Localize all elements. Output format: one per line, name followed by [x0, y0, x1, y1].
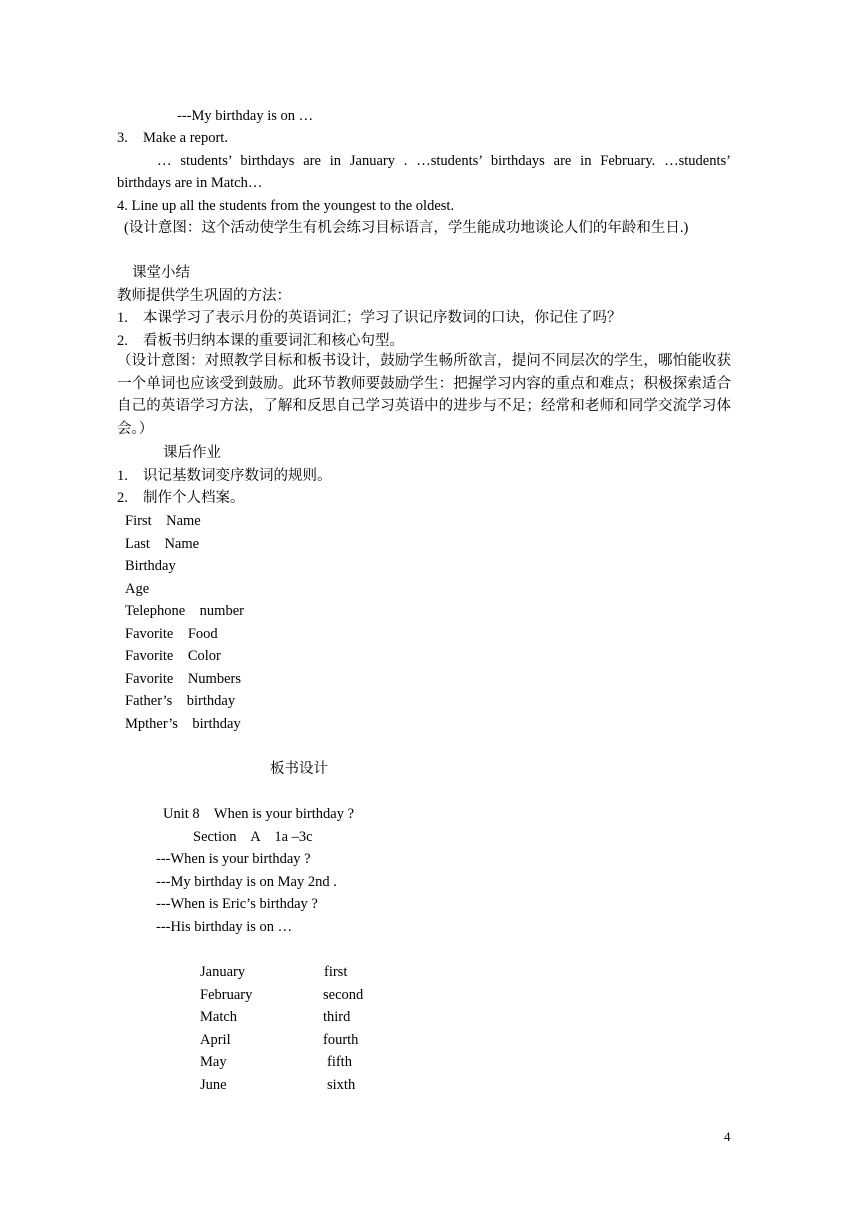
section-title: Section A 1a –3c — [193, 829, 313, 845]
homework-item-text: 识记基数词变序数词的规则。 — [143, 468, 332, 484]
profile-field: Mpther’s birthday — [125, 716, 241, 732]
profile-field: First Name — [125, 513, 201, 529]
step-3 — [117, 131, 228, 146]
summary-heading: 课堂小结 — [132, 265, 190, 281]
homework-item-2 — [117, 491, 245, 506]
month-cell: Match — [200, 1009, 238, 1025]
profile-field: Father’s birthday — [125, 693, 236, 709]
month-cell: May — [200, 1054, 227, 1070]
summary-item-number: 1. — [117, 310, 128, 326]
page-number: 4 — [724, 1129, 731, 1144]
month-cell: January — [200, 964, 246, 980]
month-cell: February — [200, 987, 253, 1003]
homework-heading: 课后作业 — [163, 445, 221, 461]
homework-item-text: 制作个人档案。 — [143, 490, 245, 506]
profile-field: Favorite Color — [125, 648, 221, 664]
month-cell: June — [200, 1077, 227, 1093]
board-dialog-line: ---My birthday is on May 2nd . — [156, 874, 337, 890]
board-heading: 板书设计 — [270, 761, 328, 777]
summary-item-text: 看板书归纳本课的重要词汇和核心句型。 — [143, 333, 404, 349]
design-intent-2: （设计意图：对照教学目标和板书设计，鼓励学生畅所欲言，提问不同层次的学生，哪怕能收获一个单词也应该受到鼓励。此环节教师要鼓励学生：把握学习内容的重点和难点；积极探索适合自己的英语学习方法，了解和反思自己学习英语中的进步与不足；经常和老师和同学交流学习体会。） — [117, 353, 731, 437]
board-dialog-line: ---When is your birthday ? — [156, 851, 311, 867]
ordinal-cell: fourth — [323, 1032, 359, 1048]
profile-field: Birthday — [125, 558, 176, 574]
profile-field: Favorite Food — [125, 626, 218, 642]
board-dialog-line: ---When is Eric’s birthday ? — [156, 896, 318, 912]
ordinal-cell: sixth — [327, 1077, 356, 1093]
homework-item-1 — [117, 469, 332, 484]
homework-item-number: 1. — [117, 468, 128, 484]
summary-item-text: 本课学习了表示月份的英语词汇；学习了识记序数词的口诀，你记住了吗？ — [143, 310, 622, 326]
homework-item-number: 2. — [117, 490, 128, 506]
summary-item-1 — [117, 311, 622, 326]
dialog-line: ---My birthday is on … — [177, 108, 314, 124]
summary-item-number: 2. — [117, 333, 128, 349]
board-dialog-line: ---His birthday is on … — [156, 919, 293, 935]
ordinal-cell: fifth — [327, 1054, 352, 1070]
report-line-2: birthdays are in Match… — [117, 175, 263, 191]
step-3-text: Make a report. — [143, 130, 228, 146]
design-intent-1: (设计意图：这个活动使学生有机会练习目标语言，学生能成功地谈论人们的年龄和生日.) — [124, 220, 689, 236]
summary-item-2 — [117, 334, 404, 349]
summary-intro: 教师提供学生巩固的方法： — [117, 288, 291, 304]
report-line-1: … students’ birthdays are in January . …students’ birthdays are in February. …students’ — [157, 153, 731, 169]
profile-field: Telephone number — [125, 603, 244, 619]
profile-field: Age — [125, 581, 150, 597]
step-4: 4. Line up all the students from the youngest to the oldest. — [117, 198, 455, 214]
unit-title: Unit 8 When is your birthday ? — [163, 806, 355, 822]
profile-field: Last Name — [125, 536, 200, 552]
step-3-number: 3. — [117, 130, 128, 146]
profile-field: Favorite Numbers — [125, 671, 241, 687]
ordinal-cell: second — [323, 987, 364, 1003]
ordinal-cell: third — [323, 1009, 351, 1025]
ordinal-cell: first — [324, 964, 348, 980]
month-cell: April — [200, 1032, 231, 1048]
